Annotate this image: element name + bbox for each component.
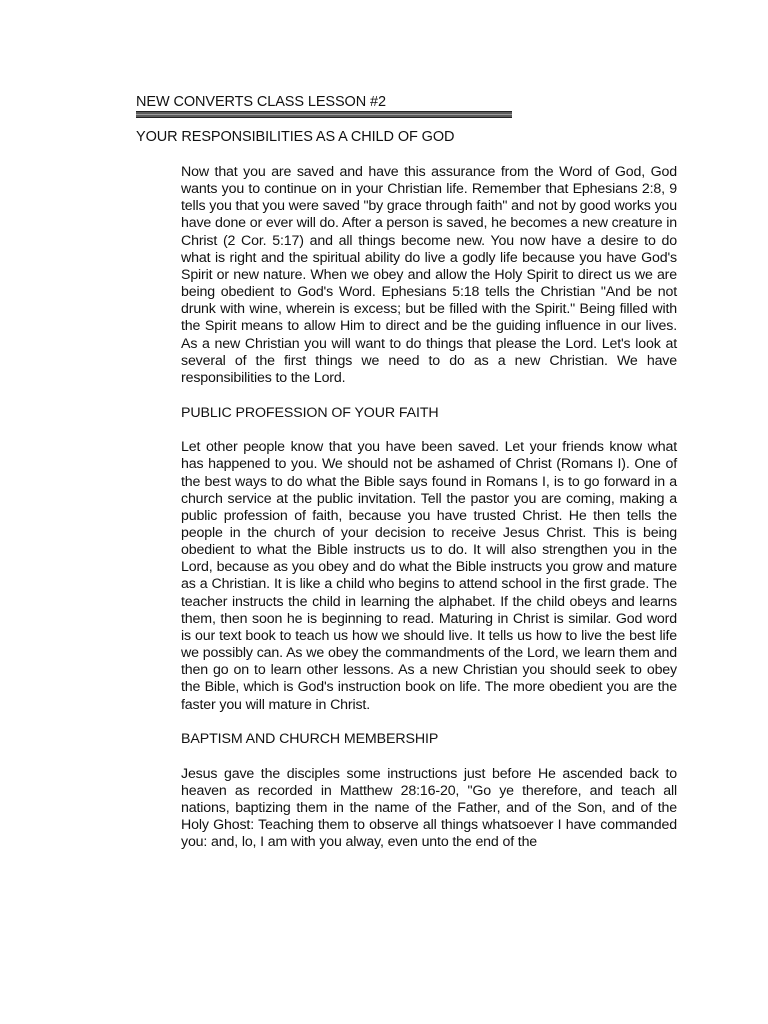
paragraph-spacer bbox=[181, 748, 677, 766]
document-body bbox=[181, 164, 677, 852]
profession-paragraph: Let other people know that you have been saved. Let your friends know what has happened to you. We should not be ashamed of Christ (Romans I). One of the best ways to do what the Bible says found in Romans I, is to go forward in a church service at the public invitation. Tell the pastor you are coming, making a public profession of faith, because you have trusted Christ. He then tells the people in the church of your decision to receive Jesus Christ. This is being obedient to what the Bible instructs us to do. It will also strengthen you in the Lord, because as you obey and do what the Bible instructs you grow and mature as a Christian. It is like a child who begins to attend school in the first grade. The teacher instructs the child in learning the alphabet. If the child obeys and learns them, then soon he is beginning to read. Maturing in Christ is similar. God word is our text book to teach us how we should live. It tells us how to live the best life we possibly can. As we obey the commandments of the Lord, we learn them and then go on to learn other lessons. As a new Christian you should seek to obey the Bible, which is God's instruction book on life. The more obedient you are the faster you will mature in Christ. bbox=[181, 439, 677, 713]
title-divider bbox=[136, 111, 512, 118]
paragraph-spacer bbox=[181, 714, 677, 732]
profession-heading: PUBLIC PROFESSION OF YOUR FAITH bbox=[181, 404, 439, 421]
document-title: NEW CONVERTS CLASS LESSON #2 bbox=[136, 94, 386, 110]
paragraph-spacer bbox=[181, 422, 677, 440]
baptism-paragraph: Jesus gave the disciples some instructions just before He ascended back to heaven as recorded in Matthew 28:16-20, "Go ye therefore, and teach all nations, baptizing them in the name of the Father, and of the Son, and of the Holy Ghost: Teaching them to observe all things whatsoever I have commanded you: and, lo, I am with you alway, even unto the end of the bbox=[181, 765, 677, 851]
paragraph-spacer bbox=[181, 387, 677, 405]
document-subtitle: YOUR RESPONSIBILITIES AS A CHILD OF GOD bbox=[136, 129, 455, 145]
baptism-heading: BAPTISM AND CHURCH MEMBERSHIP bbox=[181, 731, 439, 748]
intro-paragraph: Now that you are saved and have this assurance from the Word of God, God wants you to continue on in your Christian life. Remember that Ephesians 2:8, 9 tells you that you were saved "by grace through faith" and not by good works you have done or ever will do. After a person is saved, he becomes a new creature in Christ (2 Cor. 5:17) and all things become new. You now have a desire to do what is right and the spiritual ability do live a godly life because you have God's Spirit or new nature. When we obey and allow the Holy Spirit to direct us we are being obedient to God's Word. Ephesians 5:18 tells the Christian "And be not drunk with wine, wherein is excess; but be filled with the Spirit." Being filled with the Spirit means to allow Him to direct and be the guiding influence in our lives. As a new Christian you will want to do things that please the Lord. Let's look at several of the first things we need to do as a new Christian. We have responsibilities to the Lord. bbox=[181, 164, 677, 386]
